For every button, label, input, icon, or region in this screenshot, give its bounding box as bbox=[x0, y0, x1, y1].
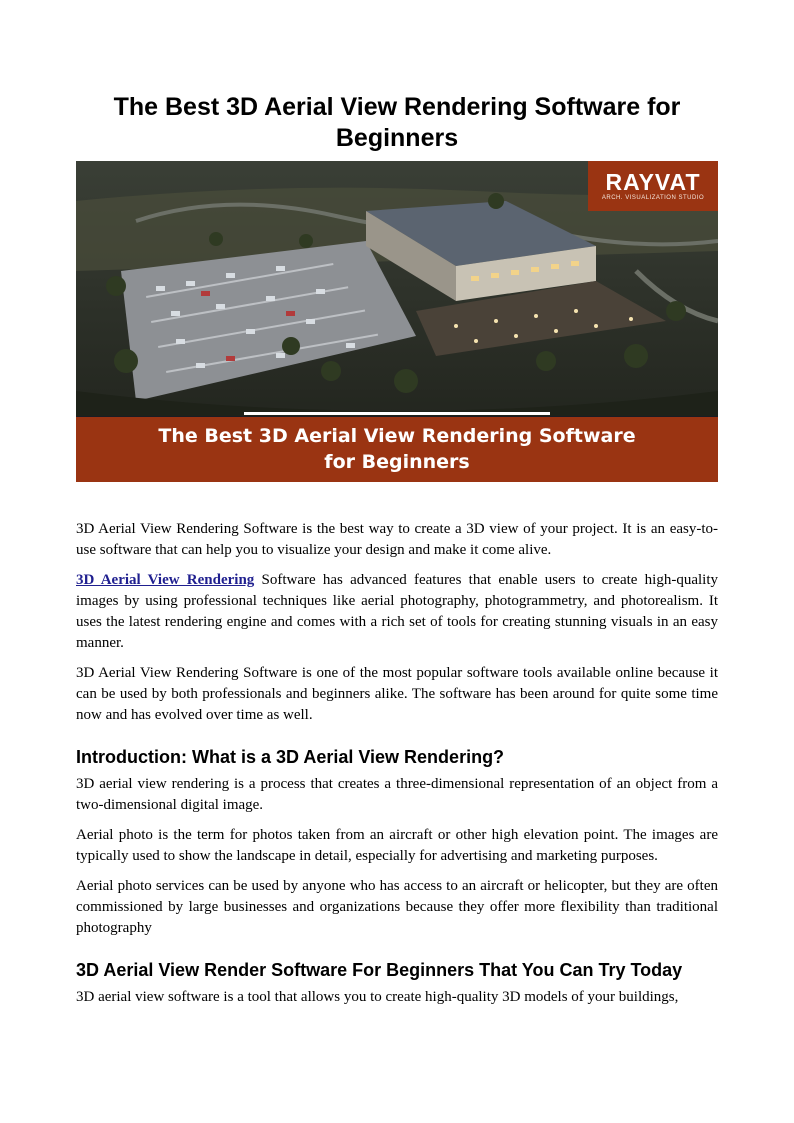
paragraph-6: Aerial photo services can be used by anyone who has access to an aircraft or helicopter, but they are often commissioned by large businesses and organizations because they offer more flexibility than traditional photography bbox=[76, 878, 718, 936]
paragraph-2 bbox=[76, 570, 718, 654]
paragraph-7: 3D aerial view software is a tool that allows you to create high-quality 3D models of your buildings, bbox=[76, 989, 679, 1005]
page-title: The Best 3D Aerial View Rendering Software for Beginners bbox=[113, 93, 681, 152]
hero-banner bbox=[76, 423, 718, 475]
article-body bbox=[76, 519, 718, 1017]
aerial-view-rendering-link[interactable]: 3D Aerial View Rendering bbox=[76, 572, 255, 588]
paragraph-3: 3D Aerial View Rendering Software is one of the most popular software tools available online because it can be used by both professionals and beginners alike. The software has been around for quite some time now and has evolved over time as well. bbox=[76, 665, 718, 723]
heading-introduction: Introduction: What is a 3D Aerial View Rendering? bbox=[76, 747, 505, 767]
logo-tagline: ARCH. VISUALIZATION STUDIO bbox=[601, 195, 705, 201]
hero-image bbox=[76, 161, 718, 482]
hero-banner-line-2: for Beginners bbox=[324, 451, 470, 473]
heading-software: 3D Aerial View Render Software For Beginners That You Can Try Today bbox=[76, 960, 683, 980]
hero-banner-line-1: The Best 3D Aerial View Rendering Software bbox=[158, 425, 636, 447]
paragraph-1: 3D Aerial View Rendering Software is the best way to create a 3D view of your project. It is an easy-to-use software that can help you to visualize your design and make it come alive. bbox=[76, 521, 718, 558]
paragraph-5: Aerial photo is the term for photos taken from an aircraft or other high elevation point. The images are typically used to show the landscape in detail, especially for advertising and marketing purposes. bbox=[76, 827, 718, 864]
brand-logo bbox=[588, 161, 718, 211]
paragraph-4: 3D aerial view rendering is a process that creates a three-dimensional representation of an object from a two-dimensional digital image. bbox=[76, 776, 718, 813]
logo-wordmark: RAYVAT bbox=[605, 169, 701, 195]
paragraph-2-text: Software has advanced features that enable users to create high-quality images by using professional techniques like aerial photography, photogrammetry, and photorealism. It uses the latest rendering engine and comes with a rich set of tools for creating stunning visuals in an easy manner. bbox=[76, 572, 718, 651]
